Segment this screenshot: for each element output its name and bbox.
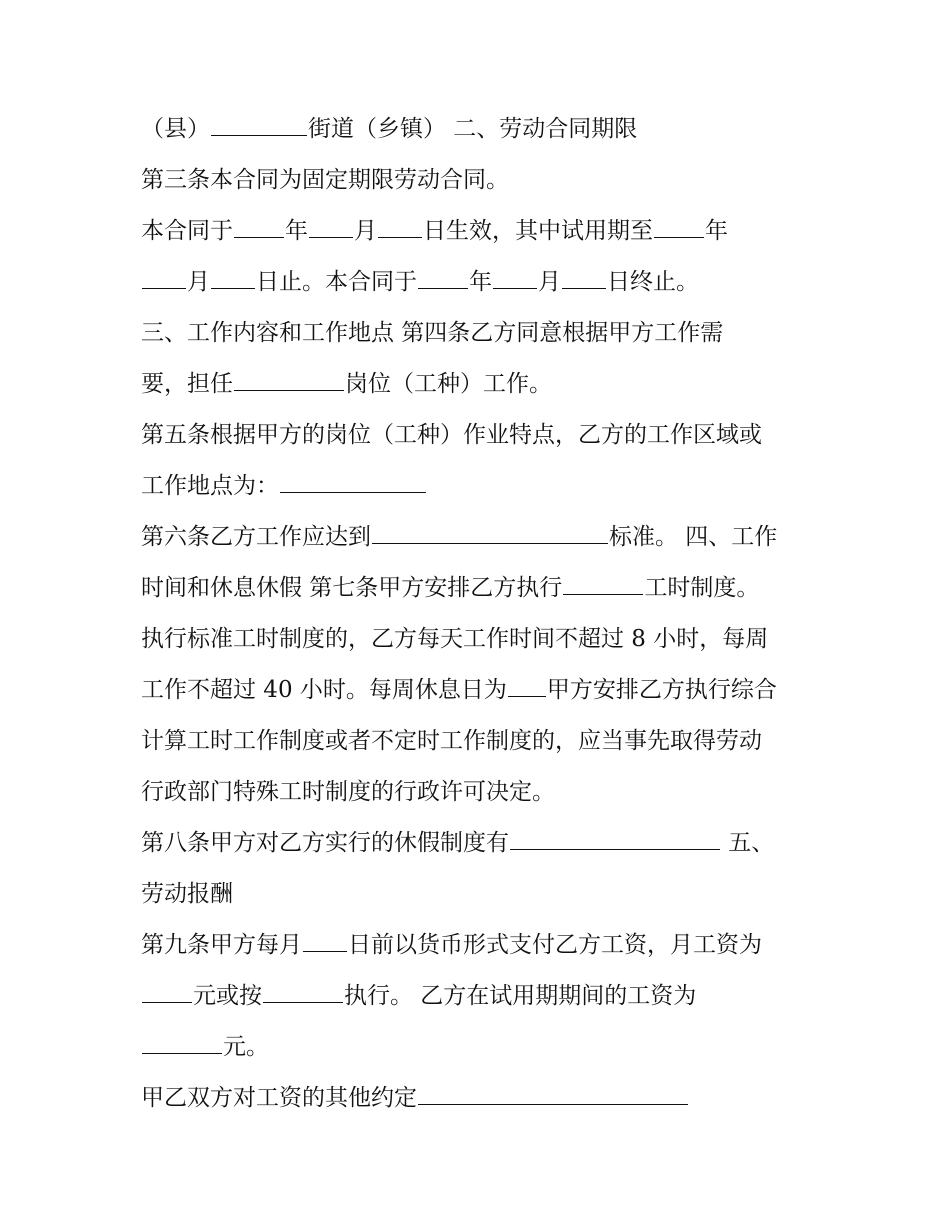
- text-segment: 要，担任: [141, 371, 233, 397]
- text-line: [141, 308, 821, 359]
- text-segment: 标准。 四、工作: [609, 524, 778, 550]
- text-line: [141, 869, 821, 920]
- fill-blank: [142, 982, 192, 1003]
- fill-blank: [263, 982, 343, 1003]
- text-line: [141, 1073, 821, 1124]
- text-line: [141, 920, 821, 971]
- text-segment: 计算工时工作制度或者不定时工作制度的，应当事先取得劳动: [141, 728, 762, 754]
- text-segment: 月: [187, 269, 210, 295]
- fill-blank: [280, 472, 426, 493]
- fill-blank: [654, 217, 704, 238]
- text-segment: 年: [469, 269, 492, 295]
- text-line: [141, 257, 821, 308]
- text-line: [141, 767, 821, 818]
- fill-blank: [493, 268, 537, 289]
- text-segment: 日止。本合同于: [256, 269, 417, 295]
- fill-blank: [372, 523, 608, 544]
- text-line: [141, 716, 821, 767]
- text-segment: 五、: [721, 830, 775, 856]
- text-segment: 三、工作内容和工作地点 第四条乙方同意根据甲方工作需: [141, 320, 724, 346]
- fill-blank: [142, 1033, 222, 1054]
- text-segment: 岗位（工种）工作。: [345, 371, 552, 397]
- text-segment: 街道（乡镇） 二、劳动合同期限: [308, 116, 638, 142]
- text-line: [141, 104, 821, 155]
- text-segment: 甲乙双方对工资的其他约定: [141, 1085, 417, 1111]
- fill-blank: [211, 268, 255, 289]
- text-line: [141, 206, 821, 257]
- text-line: [141, 359, 821, 410]
- fill-blank: [303, 931, 347, 952]
- text-segment: 工作不超过 40 小时。每周休息日为: [141, 677, 507, 703]
- text-segment: 第三条本合同为固定期限劳动合同。: [141, 167, 509, 193]
- text-segment: 本合同于: [141, 218, 233, 244]
- fill-blank: [562, 268, 606, 289]
- fill-blank: [142, 268, 186, 289]
- fill-blank: [211, 115, 307, 136]
- text-line: [141, 1022, 821, 1073]
- fill-blank: [418, 1084, 688, 1105]
- text-line: [141, 461, 821, 512]
- text-segment: 元。: [223, 1034, 269, 1060]
- text-segment: 工作地点为：: [141, 473, 279, 499]
- text-segment: 工时制度。: [644, 575, 760, 601]
- fill-blank: [563, 574, 643, 595]
- fill-blank: [309, 217, 353, 238]
- text-segment: 时间和休息休假 第七条甲方安排乙方执行: [141, 575, 563, 601]
- text-segment: 年: [705, 218, 728, 244]
- text-segment: 日终止。: [607, 269, 699, 295]
- text-line: [141, 512, 821, 563]
- text-segment: 执行。 乙方在试用期期间的工资为: [344, 983, 697, 1009]
- text-segment: 元或按: [193, 983, 262, 1009]
- text-segment: 行政部门特殊工时制度的行政许可决定。: [141, 779, 555, 805]
- text-line: [141, 971, 821, 1022]
- text-segment: 执行标准工时制度的，乙方每天工作时间不超过 8 小时，每周: [141, 626, 769, 652]
- text-segment: 第六条乙方工作应达到: [141, 524, 371, 550]
- fill-blank: [508, 676, 546, 697]
- fill-blank: [418, 268, 468, 289]
- fill-blank: [234, 217, 284, 238]
- text-segment: 年: [285, 218, 308, 244]
- fill-blank: [378, 217, 422, 238]
- text-line: [141, 563, 821, 614]
- text-line: [141, 665, 821, 716]
- document-body: [141, 104, 821, 1124]
- text-segment: 日前以货币形式支付乙方工资，月工资为: [348, 932, 762, 958]
- text-line: [141, 155, 821, 206]
- text-segment: 日生效，其中试用期至: [423, 218, 653, 244]
- text-line: [141, 410, 821, 461]
- text-segment: 劳动报酬: [141, 881, 233, 907]
- text-segment: 第八条甲方对乙方实行的休假制度有: [141, 830, 509, 856]
- text-segment: 月: [538, 269, 561, 295]
- fill-blank: [510, 829, 720, 850]
- text-line: [141, 614, 821, 665]
- text-line: [141, 818, 821, 869]
- text-segment: 甲方安排乙方执行综合: [546, 677, 777, 703]
- text-segment: 月: [354, 218, 377, 244]
- text-segment: （县）: [141, 116, 210, 142]
- fill-blank: [234, 370, 344, 391]
- text-segment: 第五条根据甲方的岗位（工种）作业特点，乙方的工作区域或: [141, 422, 762, 448]
- text-segment: 第九条甲方每月: [141, 932, 302, 958]
